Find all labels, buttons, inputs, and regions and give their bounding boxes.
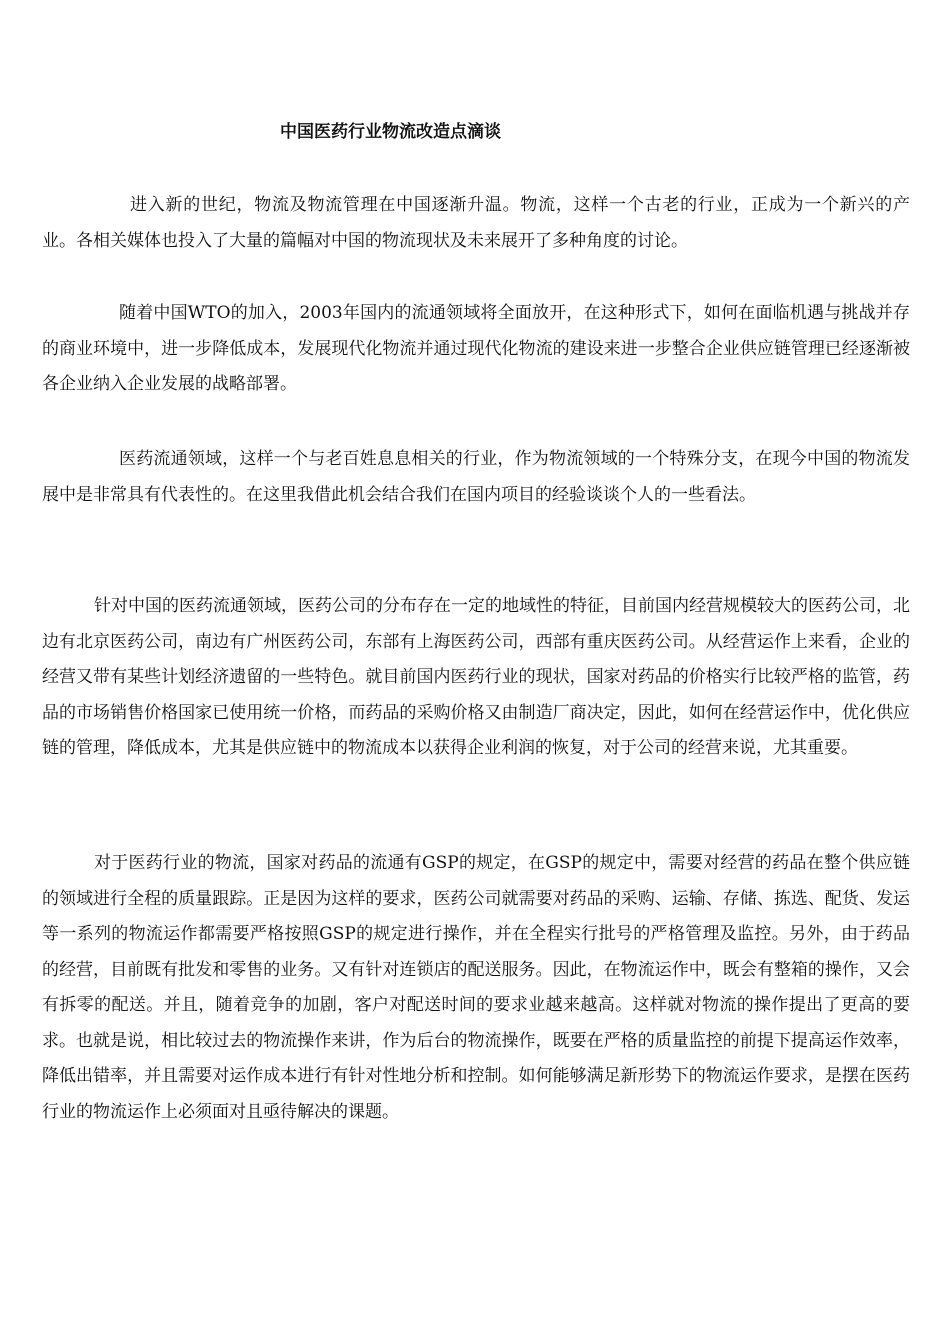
- document-title: 中国医药行业物流改造点滴谈: [280, 122, 501, 142]
- paragraph-gsp-logistics: 对于医药行业的物流，国家对药品的流通有GSP的规定，在GSP的规定中，需要对经营的药品在整个供应链的领域进行全程的质量跟踪。正是因为这样的要求，医药公司就需要对药品的采购、运输、存储、拣选、配货、发运等一系列的物流运作都需要严格按照GSP的规定进行操作，并在全程实行批号的严格管理及监控。另外，由于药品的经营，目前既有批发和零售的业务。又有针对连锁店的配送服务。因此，在物流运作中，既会有整箱的操作，又会有拆零的配送。并且，随着竞争的加剧，客户对配送时间的要求业越来越高。这样就对物流的操作提出了更高的要求。也就是说，相比较过去的物流操作来讲，作为后台的物流操作，既要在严格的质量监控的前提下提高运作效率，降低出错率，并且需要对运作成本进行有针对性地分析和控制。如何能够满足新形势下的物流运作要求，是摆在医药行业的物流运作上必须面对且亟待解决的课题。: [42, 853, 910, 1122]
- paragraph-wto: 随着中国WTO的加入，2003年国内的流通领域将全面放开，在这种形式下，如何在面临机遇与挑战并存的商业环境中，进一步降低成本，发展现代化物流并通过现代化物流的建设来进一步整合企业供应链管理已经逐渐被各企业纳入企业发展的战略部署。: [42, 303, 910, 394]
- paragraph-intro: 进入新的世纪，物流及物流管理在中国逐渐升温。物流，这样一个古老的行业，正成为一个新兴的产业。各相关媒体也投入了大量的篇幅对中国的物流现状及未来展开了多种角度的讨论。: [42, 195, 910, 251]
- paragraph-regional-companies: 针对中国的医药流通领域，医药公司的分布存在一定的地域性的特征，目前国内经营规模较大的医药公司，北边有北京医药公司，南边有广州医药公司，东部有上海医药公司，西部有重庆医药公司。从经营运作上来看，企业的经营又带有某些计划经济遗留的一些特色。就目前国内医药行业的现状，国家对药品的价格实行比较严格的监管，药品的市场销售价格国家已使用统一价格，而药品的采购价格又由制造厂商决定，因此，如何在经营运作中，优化供应链的管理，降低成本，尤其是供应链中的物流成本以获得企业利润的恢复，对于公司的经营来说，尤其重要。: [42, 596, 910, 758]
- paragraph-pharma-distribution: 医药流通领域，这样一个与老百姓息息相关的行业，作为物流领域的一个特殊分支，在现今中国的物流发展中是非常具有代表性的。在这里我借此机会结合我们在国内项目的经验谈谈个人的一些看法。: [42, 449, 910, 505]
